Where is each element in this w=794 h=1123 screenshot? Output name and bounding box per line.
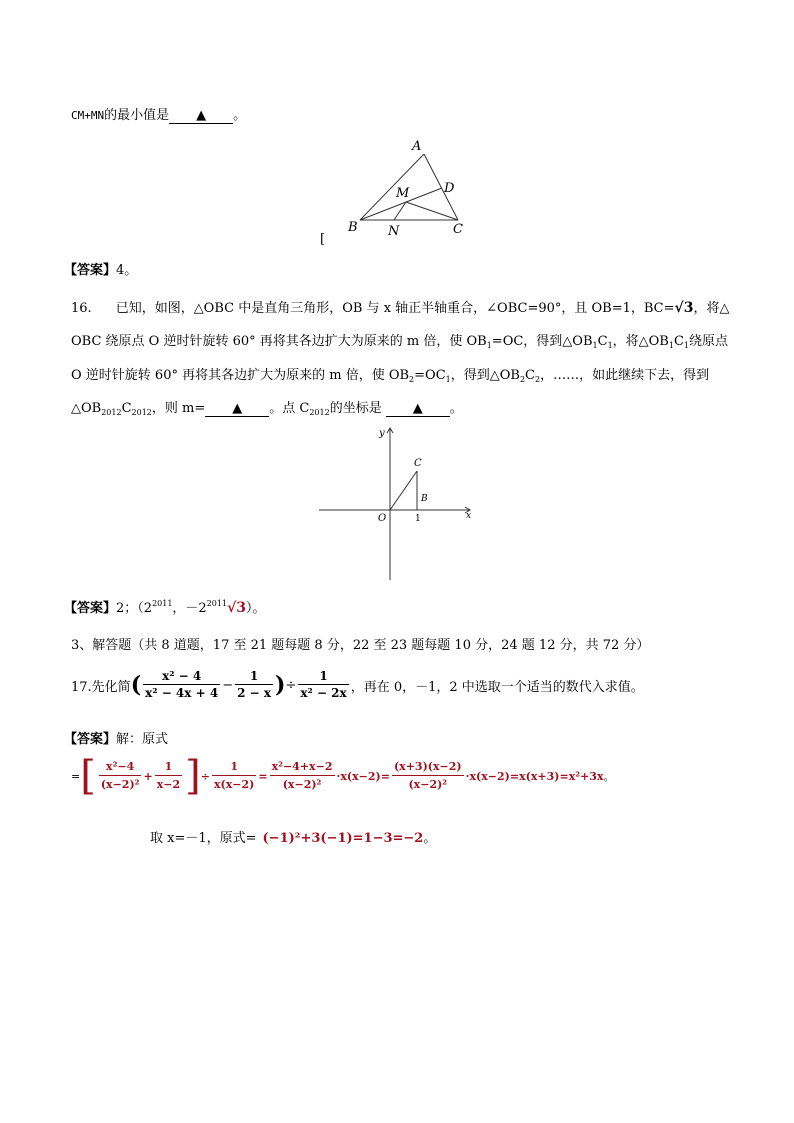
answer17-line xyxy=(64,728,168,747)
q16-text-4a: △OB xyxy=(71,401,102,416)
fraction-numerator: 1 xyxy=(235,668,273,685)
fraction-numerator: x²−4 xyxy=(99,759,142,776)
period: 。 xyxy=(423,831,437,846)
subscript: 2 xyxy=(535,375,541,384)
q15-end: 。 xyxy=(233,108,247,123)
answer15-value: 4。 xyxy=(116,263,138,278)
q17-fraction-3 xyxy=(298,668,348,702)
minus-sign: − xyxy=(222,677,234,693)
triangle-marker-icon: ▲ xyxy=(232,401,243,416)
subscript: 2012 xyxy=(309,408,330,417)
label-n: N xyxy=(388,224,400,239)
expression-part-1: ·x(x−2)= xyxy=(336,769,390,783)
answer17-substitution xyxy=(150,827,436,846)
q17-line xyxy=(71,668,644,702)
fraction-numerator: 1 xyxy=(298,668,348,685)
label-o: O xyxy=(378,513,387,524)
section3-heading: 3、解答题（共 8 道题，17 至 21 题每题 8 分，22 至 23 题每题 10 分，24 题 12 分，共 72 分） xyxy=(71,638,650,653)
fraction-denominator: (x−2)² xyxy=(100,778,140,791)
triangle-figure xyxy=(330,136,480,251)
fraction-denominator: x² − 4x + 4 xyxy=(145,686,219,700)
answer15-line xyxy=(64,259,137,278)
subscript: 1 xyxy=(668,341,674,350)
fraction-denominator: x² − 2x xyxy=(300,686,347,700)
label-c: C xyxy=(453,222,463,237)
segment-ab xyxy=(360,154,424,220)
triangle-marker-icon: ▲ xyxy=(412,401,423,416)
q16-line4 xyxy=(71,397,463,417)
subscript: 2 xyxy=(409,375,415,384)
q17-fraction-2 xyxy=(235,668,273,702)
q16-text-3c: ，得到△OB xyxy=(450,368,520,383)
subscript: 1 xyxy=(445,375,451,384)
fraction-numerator: x² − 4 xyxy=(143,668,220,685)
q16-line2 xyxy=(71,330,728,350)
label-m: M xyxy=(396,186,410,201)
label-x: x xyxy=(466,511,472,521)
answer16-part-b: ，－2 xyxy=(172,601,207,616)
fraction-e xyxy=(392,759,464,793)
bracket-open: [ xyxy=(80,753,96,799)
segment-oc xyxy=(390,471,417,510)
fraction-denominator: (x−2)² xyxy=(282,778,322,791)
q16-text-4b: C xyxy=(121,401,132,416)
q15-prefix: CM+MN xyxy=(71,109,105,122)
superscript: 2011 xyxy=(206,599,228,608)
answer-blank xyxy=(169,109,233,124)
fraction-numerator: x²−4+x−2 xyxy=(270,759,335,776)
fraction-a xyxy=(99,759,142,793)
label-b: B xyxy=(421,494,428,504)
label-d: D xyxy=(444,181,455,196)
q17-lead: 17.先化简 xyxy=(71,679,131,695)
fraction-denominator: x(x−2) xyxy=(213,778,255,791)
q16-line1 xyxy=(71,297,729,316)
answer-tag: 【答案】 xyxy=(64,601,117,616)
substitution-result: (−1)²+3(−1)=1−3=−2 xyxy=(262,831,424,846)
q16-text-1a: 已知，如图，△OBC 中是直角三角形，OB 与 x 轴正半轴重合，∠OBC=90°，且 OB=1，BC= xyxy=(115,301,675,316)
expression-part-2: ·x(x−2)=x(x+3)=x²+3x xyxy=(465,769,604,783)
q17-tail: ，再在 0，－1，2 中选取一个适当的数代入求值。 xyxy=(350,679,644,695)
bracket-close: ] xyxy=(185,753,201,799)
answer-blank xyxy=(205,402,269,417)
fraction-numerator: 1 xyxy=(212,759,256,776)
answer-blank xyxy=(386,402,450,417)
q15-tail-line xyxy=(71,104,246,124)
equals-sign: = xyxy=(71,769,81,783)
paren-open: ( xyxy=(130,672,142,698)
q16-text-2c: C xyxy=(597,334,608,349)
subscript: 2012 xyxy=(131,408,152,417)
q16-number: 16. xyxy=(71,301,92,316)
coordinate-figure xyxy=(315,425,475,585)
fraction-c xyxy=(212,759,256,793)
answer17-expression xyxy=(71,753,615,799)
q16-text-3a: O 逆时针旋转 60° 再将其各边扩大为原来的 m 倍，使 OB xyxy=(71,368,410,383)
fraction-denominator: 2 − x xyxy=(237,686,272,700)
sqrt3-value: √3 xyxy=(674,300,694,316)
subscript: 2012 xyxy=(101,408,122,417)
answer-tag: 【答案】 xyxy=(64,732,117,747)
q16-line3 xyxy=(71,364,709,384)
subscript: 1 xyxy=(486,341,492,350)
q16-text-4f: 。 xyxy=(449,401,463,416)
q16-text-2e: C xyxy=(673,334,684,349)
q16-text-3e: ，……，如此继续下去，得到 xyxy=(540,368,710,383)
q16-text-2a: OBC 绕原点 O 逆时针旋转 60° 再将其各边扩大为原来的 m 倍，使 OB xyxy=(71,334,487,349)
fraction-denominator: (x−2)² xyxy=(408,778,448,791)
q16-text-3b: =OC xyxy=(414,368,446,383)
q16-text-2b: =OC，得到△OB xyxy=(491,334,593,349)
subscript: 1 xyxy=(683,341,690,350)
fraction-b xyxy=(155,759,182,793)
triangle-marker-icon: ▲ xyxy=(196,108,207,123)
answer16-part-c: ）。 xyxy=(246,601,266,616)
q16-text-1b: ，将△ xyxy=(693,301,730,316)
subscript: 1 xyxy=(607,341,613,350)
label-one: 1 xyxy=(415,514,421,524)
answer-tag: 【答案】 xyxy=(64,263,117,278)
fraction-numerator: 1 xyxy=(155,759,182,776)
subscript: 1 xyxy=(592,341,598,350)
label-a: A xyxy=(412,139,422,154)
q16-text-4c: ，则 m= xyxy=(151,401,206,416)
q16-text-3d: C xyxy=(525,368,535,383)
plus-sign: + xyxy=(143,769,153,783)
q16-text-4d: 。点 C xyxy=(269,401,310,416)
label-y: y xyxy=(379,428,385,439)
answer16-part-a: 2；（2 xyxy=(116,601,153,616)
equals-sign: = xyxy=(258,769,268,783)
fraction-denominator: x−2 xyxy=(156,778,181,791)
stray-bracket: [ xyxy=(320,232,326,247)
sqrt3-value: √3 xyxy=(227,600,247,616)
q16-text-2d: ，将△OB xyxy=(612,334,669,349)
substitution-lead: 取 x=－1，原式= xyxy=(150,831,257,846)
q16-text-2f: 绕原点 xyxy=(689,334,729,349)
q16-text-4e: 的坐标是 xyxy=(329,401,382,416)
answer17-intro: 解：原式 xyxy=(116,732,169,747)
fraction-d xyxy=(270,759,335,793)
fraction-numerator: (x+3)(x−2) xyxy=(392,759,464,776)
divide-sign: ÷ xyxy=(200,769,210,783)
paren-close: ) xyxy=(275,672,286,698)
period: 。 xyxy=(603,770,615,783)
q17-fraction-1 xyxy=(143,668,220,702)
subscript: 2 xyxy=(519,375,526,384)
divide-sign: ÷ xyxy=(285,677,297,693)
superscript: 2011 xyxy=(152,599,173,608)
q15-text: 的最小值是 xyxy=(104,108,170,123)
label-b: B xyxy=(348,220,358,235)
label-c: C xyxy=(414,458,422,469)
answer16-line xyxy=(64,597,266,616)
